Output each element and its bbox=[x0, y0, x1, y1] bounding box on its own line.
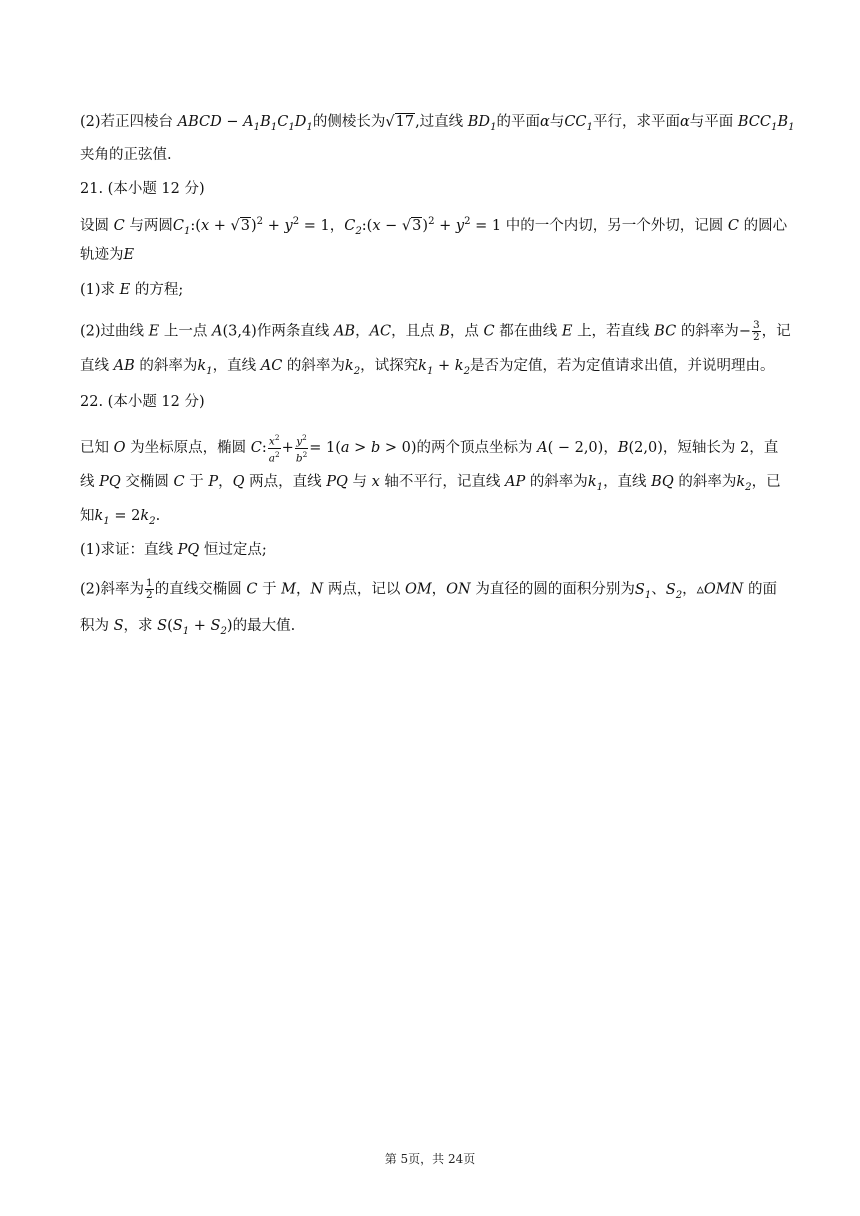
p22-q1: (1)求证：直线 PQ 恒过定点; bbox=[80, 542, 267, 558]
p21-line-1: 设圆 C 与两圆$C_1:(x + √3)^2 + y^2 = 1$，$C_2:(x - √3)^2 + y^2 = 1$ 中的一个内切，另一个外切，记圆 C 的圆心 bbox=[80, 216, 788, 237]
p22-line-3: 知$k_1 = 2k_2$. bbox=[80, 508, 161, 527]
p22-q2-line-1: (2)斜率为 $\frac{1}{2}$ 的直线交椭圆 C 于 M，N 两点，记以 OM，ON 为直径的圆的面积分别为$S_1$、$S_2$，▵OMN 的面 bbox=[80, 577, 777, 601]
page-footer: 第 5页，共 24页 bbox=[384, 1152, 476, 1166]
p21-q2-line-2: 直线 AB 的斜率为$k_1$，直线 AC 的斜率为$k_2$，试探究$k_1 + k_2$是否为定值，若为定值请求出值，并说明理由。 bbox=[80, 358, 775, 377]
p21-q2-line-1: (2)过曲线 E 上一点 A(3,4)作两条直线 AB，AC，且点 B，点 C 都在曲线 E 上，若直线 BC 的斜率为− $\frac{3}{2}$ ，记 bbox=[80, 319, 791, 343]
p20-line-2: 夹角的正弦值. bbox=[80, 147, 172, 163]
p20-line-1: (2)若正四棱台 ABCD − $A_1B_1C_1D_1$的侧棱长为√17,过直线 $BD_1$的平面α与$CC_1$平行，求平面α与平面 $BCC_1B_1$ bbox=[80, 114, 795, 133]
p22-line-2: 线 PQ 交椭圆 C 于 P，Q 两点，直线 PQ 与 x 轴不平行，记直线 AP 的斜率为$k_1$，直线 BQ 的斜率为$k_2$，已 bbox=[80, 474, 781, 493]
p21-header: 21. (本小题 12 分) bbox=[80, 181, 205, 197]
p21-q1: (1)求 E 的方程; bbox=[80, 282, 184, 298]
p22-line-1: 已知 O 为坐标原点，椭圆 C: $\frac{x^2}{a^2}$ + $\frac{y^2}{b^2}$ = 1(a > b > 0)的两个顶点坐标为 A( − 2,0)，B(2,0)，短轴长为 2，直 bbox=[80, 433, 779, 464]
p21-line-2: 轨迹为E bbox=[80, 247, 135, 263]
p22-q2-line-2: 积为 S，求 $S(S_1 + S_2)$的最大值. bbox=[80, 618, 296, 637]
p22-header: 22. (本小题 12 分) bbox=[80, 394, 205, 410]
